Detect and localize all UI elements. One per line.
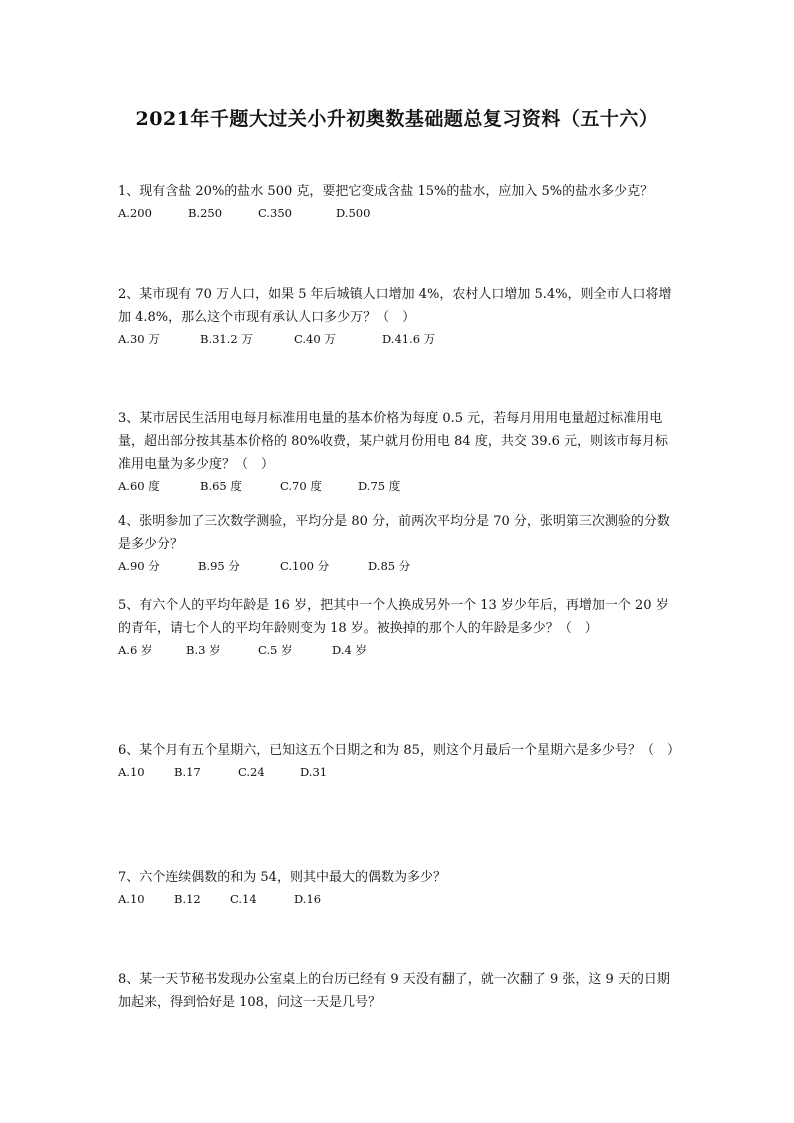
question-text: 4、张明参加了三次数学测验，平均分是 80 分，前两次平均分是 70 分，张明第三次测验的分数是多少分？: [118, 514, 670, 552]
question-text: 8、某一天节秘书发现办公室桌上的台历已经有 9 天没有翻了，就一次翻了 9 张，这 9 天的日期加起来，得到恰好是 108，问这一天是几号？: [118, 972, 670, 1010]
answer-options: [118, 640, 678, 660]
option-c: C.100 分: [280, 559, 330, 573]
option-a: A.90 分: [118, 559, 160, 573]
question-text: 7、六个连续偶数的和为 54，则其中最大的偶数为多少？: [118, 870, 446, 885]
option-a: A.10: [118, 765, 145, 779]
question-text: 2、某市现有 70 万人口，如果 5 年后城镇人口增加 4%，农村人口增加 5.4%，则全市人口将增加 4.8%，那么这个市现有承认人口多少万？（ ）: [118, 287, 672, 325]
question-text: 6、某个月有五个星期六，已知这五个日期之和为 85，则这个月最后一个星期六是多少号？（ ）: [118, 743, 680, 758]
question-text: 5、有六个人的平均年龄是 16 岁，把其中一个人换成另外一个 13 岁少年后，再增加一个 20 岁的青年，请七个人的平均年龄则变为 18 岁。被换掉的那个人的年龄是多少？（ ）: [118, 598, 669, 636]
option-b: B.95 分: [198, 559, 240, 573]
option-a: A.200: [118, 206, 152, 220]
answer-options: [118, 889, 678, 909]
question-4: [118, 510, 678, 576]
question-text: 1、现有含盐 20%的盐水 500 克，要把它变成含盐 15%的盐水，应加入 5%的盐水多少克？: [118, 184, 654, 199]
option-c: C.350: [258, 206, 292, 220]
option-b: B.31.2 万: [200, 332, 253, 346]
question-text: 3、某市居民生活用电每月标准用电量的基本价格为每度 0.5 元，若每月用用电量超过标准用电量，超出部分按其基本价格的 80%收费，某户就月份用电 84 度，共交 39.6 元，则该市每月标准用电量为多少度？（ ）: [118, 411, 669, 472]
option-b: B.17: [174, 765, 201, 779]
option-d: D.85 分: [368, 559, 411, 573]
document-title: 2021年千题大过关小升初奥数基础题总复习资料（五十六）: [135, 108, 659, 130]
option-c: C.70 度: [280, 479, 322, 493]
option-d: D.41.6 万: [382, 332, 436, 346]
option-c: C.5 岁: [258, 643, 293, 657]
option-a: A.6 岁: [118, 643, 153, 657]
answer-options: [118, 556, 678, 576]
option-a: A.60 度: [118, 479, 160, 493]
question-5: [118, 594, 678, 660]
option-d: D.75 度: [358, 479, 401, 493]
option-d: D.500: [336, 206, 371, 220]
question-7: [118, 866, 678, 909]
option-b: B.3 岁: [186, 643, 221, 657]
option-b: B.250: [188, 206, 223, 220]
answer-options: [118, 203, 678, 223]
option-d: D.4 岁: [332, 643, 367, 657]
question-8: [118, 968, 678, 1014]
question-3: [118, 407, 678, 496]
answer-options: [118, 476, 678, 496]
option-a: A.30 万: [118, 332, 160, 346]
option-c: C.14: [230, 892, 257, 906]
question-2: [118, 283, 678, 349]
option-c: C.24: [238, 765, 265, 779]
option-b: B.12: [174, 892, 201, 906]
question-6: [118, 739, 678, 782]
option-c: C.40 万: [294, 332, 336, 346]
option-d: D.31: [300, 765, 328, 779]
option-a: A.10: [118, 892, 145, 906]
question-1: [118, 180, 678, 223]
answer-options: [118, 762, 678, 782]
answer-options: [118, 329, 678, 349]
option-b: B.65 度: [200, 479, 242, 493]
option-d: D.16: [294, 892, 322, 906]
